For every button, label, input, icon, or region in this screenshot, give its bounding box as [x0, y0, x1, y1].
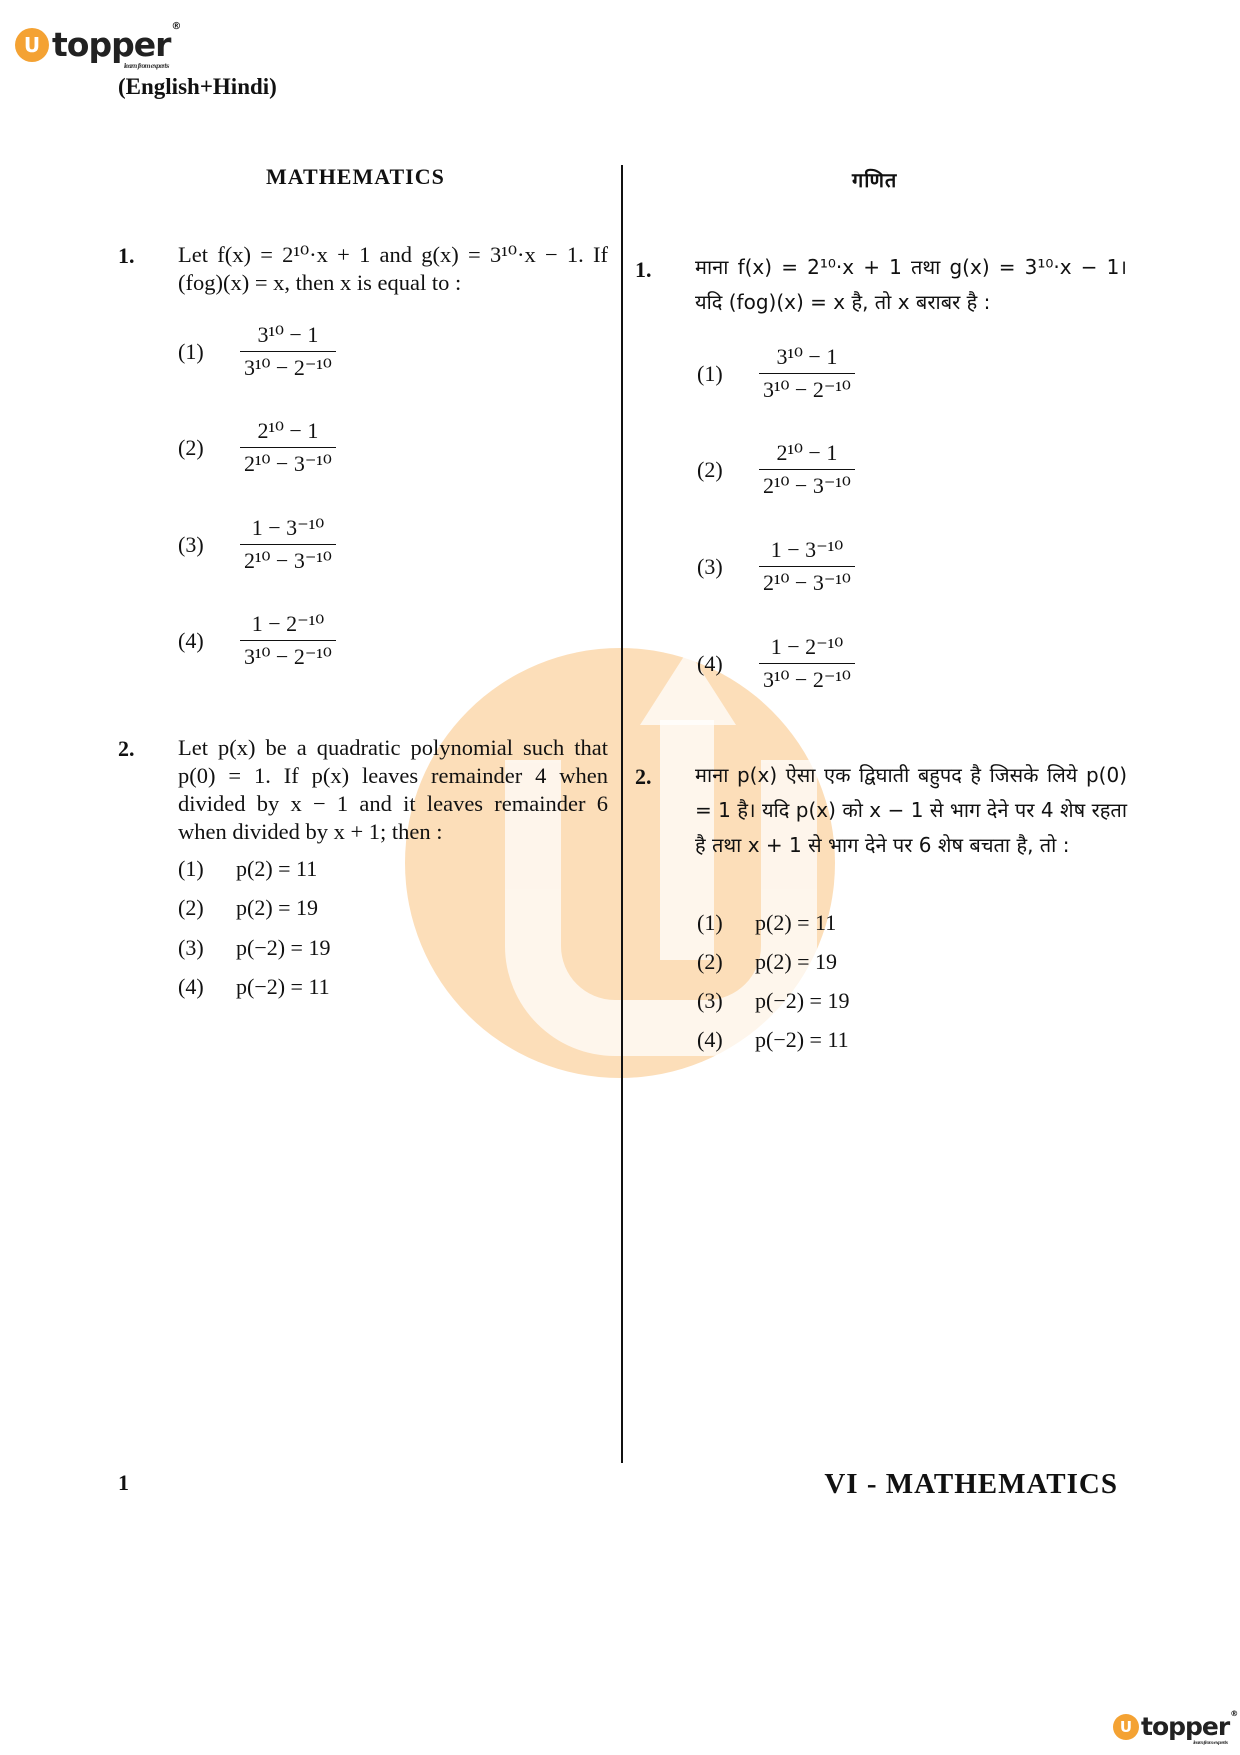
numerator: 1 − 3⁻¹⁰: [770, 537, 844, 562]
option-row: [178, 322, 336, 381]
denominator: 2¹⁰ − 3⁻¹⁰: [240, 544, 336, 574]
logo-mark: U: [1113, 1714, 1139, 1740]
logo-name: topper: [52, 25, 171, 64]
question-text: Let p(x) be a quadratic polynomial such that p(0) = 1. If p(x) leaves remainder 4 when divided by x − 1 and it leaves remainder 6 when divided by x + 1; then :: [178, 735, 608, 844]
option-label: (3): [697, 988, 723, 1013]
numerator: 1 − 2⁻¹⁰: [251, 611, 325, 636]
section-title: VI - MATHEMATICS: [824, 1468, 1118, 1500]
header-logo: [15, 21, 181, 70]
question-number: 1.: [118, 243, 135, 268]
fraction: [240, 418, 336, 477]
numerator: 3¹⁰ − 1: [776, 344, 838, 369]
denominator: 3¹⁰ − 2⁻¹⁰: [240, 640, 336, 670]
option-row: [697, 988, 849, 1014]
fraction: [240, 611, 336, 670]
fraction: [759, 344, 855, 403]
option-label: (4): [697, 1027, 723, 1052]
logo-tagline: learn from experts: [123, 63, 169, 70]
language-tag: (English+Hindi): [118, 74, 277, 99]
english-title: MATHEMATICS: [266, 164, 445, 189]
denominator: 2¹⁰ − 3⁻¹⁰: [759, 469, 855, 499]
option-row: [178, 974, 330, 1000]
option-label: (1): [178, 856, 204, 881]
option-label: (1): [178, 338, 204, 364]
numerator: 1 − 3⁻¹⁰: [251, 515, 325, 540]
option-text: p(2) = 11: [755, 910, 837, 935]
logo-reg-mark: ®: [1230, 1709, 1238, 1718]
hindi-title: गणित: [852, 168, 898, 192]
denominator: 3¹⁰ − 2⁻¹⁰: [240, 351, 336, 381]
option-row: [178, 895, 318, 921]
question-number: 2.: [635, 764, 652, 789]
fraction: [759, 634, 855, 693]
option-text: p(−2) = 19: [236, 935, 331, 960]
option-label: (2): [178, 895, 204, 920]
denominator: 3¹⁰ − 2⁻¹⁰: [759, 373, 855, 403]
option-text: p(2) = 19: [755, 949, 838, 974]
option-row: [697, 1027, 849, 1053]
option-row: [178, 611, 336, 670]
question-text: माना p(x) ऐसा एक द्विघाती बहुपद है जिसके लिये p(0) = 1 है। यदि p(x) को x − 1 से भाग देने पर 4 शेष रहता है तथा x + 1 से भाग देने पर 6 शेष बचता है, तो :: [695, 763, 1127, 857]
column-divider: [621, 165, 623, 1463]
option-text: p(−2) = 11: [236, 974, 330, 999]
option-text: p(2) = 11: [236, 856, 318, 881]
logo-mark: U: [15, 28, 49, 62]
logo-name: topper: [1141, 1712, 1230, 1741]
option-label: (2): [697, 456, 723, 482]
option-text: p(−2) = 11: [755, 1027, 849, 1052]
question-number: 1.: [635, 257, 652, 282]
question-text: Let f(x) = 2¹⁰·x + 1 and g(x) = 3¹⁰·x − 1. If (fog)(x) = x, then x is equal to :: [178, 242, 608, 295]
option-text: p(2) = 19: [236, 895, 319, 920]
option-row: [697, 949, 837, 975]
question-text: माना f(x) = 2¹⁰·x + 1 तथा g(x) = 3¹⁰·x − 1। यदि (fog)(x) = x है, तो x बराबर है :: [695, 255, 1127, 314]
logo-reg-mark: ®: [171, 21, 181, 32]
option-label: (3): [178, 531, 204, 557]
denominator: 2¹⁰ − 3⁻¹⁰: [759, 566, 855, 596]
numerator: 3¹⁰ − 1: [257, 322, 319, 347]
denominator: 2¹⁰ − 3⁻¹⁰: [240, 447, 336, 477]
option-label: (1): [697, 910, 723, 935]
page-number: 1: [118, 1470, 129, 1495]
option-row: [697, 440, 855, 499]
option-row: [697, 537, 855, 596]
option-row: [178, 418, 336, 477]
option-label: (1): [697, 360, 723, 386]
option-text: p(−2) = 19: [755, 988, 850, 1013]
option-label: (4): [178, 627, 204, 653]
question-number: 2.: [118, 736, 135, 761]
numerator: 1 − 2⁻¹⁰: [770, 634, 844, 659]
numerator: 2¹⁰ − 1: [257, 418, 319, 443]
option-label: (2): [178, 434, 204, 460]
footer-logo: [1113, 1709, 1238, 1746]
option-label: (2): [697, 949, 723, 974]
denominator: 3¹⁰ − 2⁻¹⁰: [759, 663, 855, 693]
option-row: [697, 344, 855, 403]
option-label: (4): [697, 650, 723, 676]
option-row: [697, 910, 836, 936]
option-row: [178, 515, 336, 574]
option-label: (3): [178, 935, 204, 960]
option-label: (3): [697, 553, 723, 579]
fraction: [240, 322, 336, 381]
numerator: 2¹⁰ − 1: [776, 440, 838, 465]
option-label: (4): [178, 974, 204, 999]
option-row: [178, 856, 317, 882]
option-row: [697, 634, 855, 693]
option-row: [178, 935, 330, 961]
fraction: [240, 515, 336, 574]
logo-tagline: learn from experts: [1193, 1740, 1228, 1746]
fraction: [759, 537, 855, 596]
fraction: [759, 440, 855, 499]
